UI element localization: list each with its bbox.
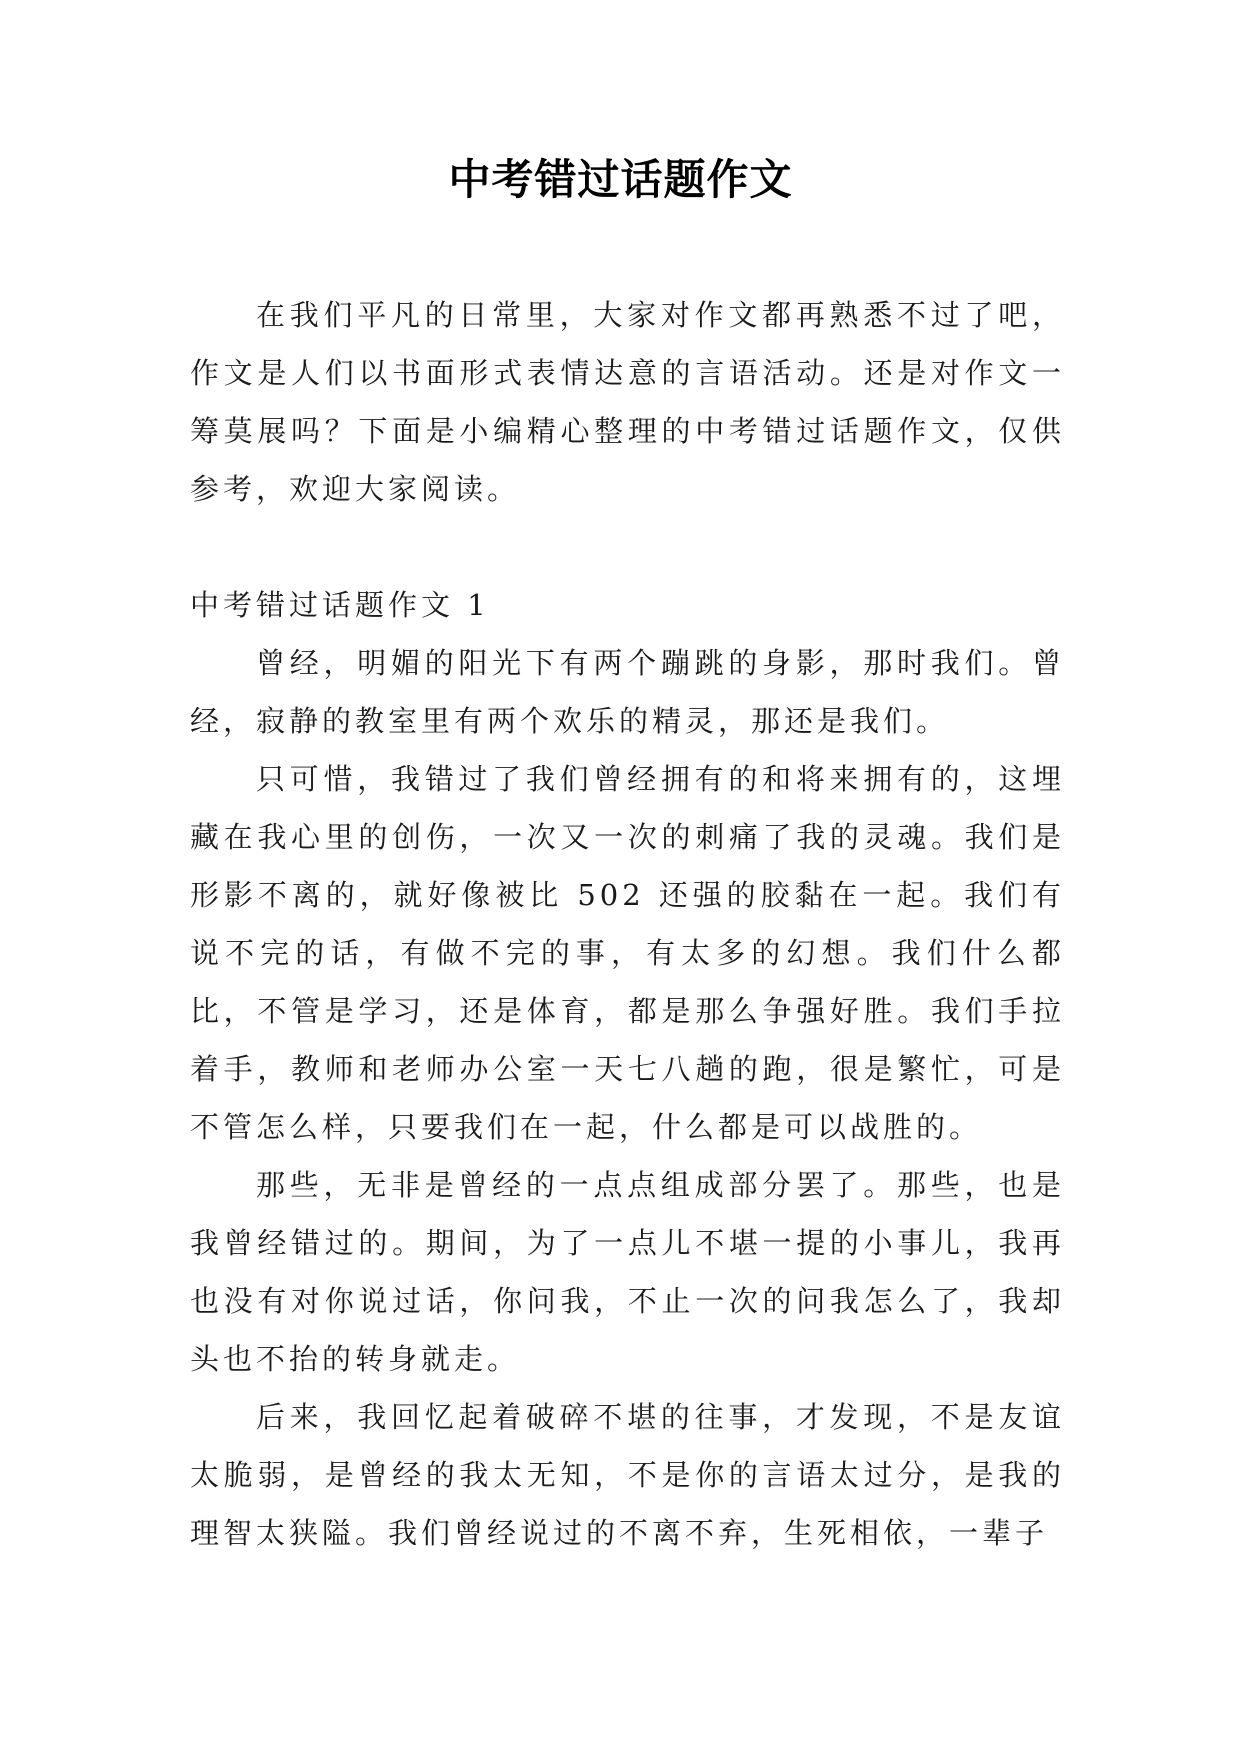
section-heading: 中考错过话题作文 1 — [190, 588, 490, 622]
document-body — [190, 286, 1065, 1562]
body-paragraph: 只可惜，我错过了我们曾经拥有的和将来拥有的，这埋藏在我心里的创伤，一次又一次的刺痛了我的灵魂。我们是形影不离的，就好像被比 502 还强的胶黏在一起。我们有说不完的话，有做不完的事，有太多的幻想。我们什么都比，不管是学习，还是体育，都是那么争强好胜。我们手拉着手，教师和老师办公室一天七八趟的跑，很是繁忙，可是不管怎么样，只要我们在一起，什么都是可以战胜的。 — [190, 762, 1065, 1144]
body-paragraph: 曾经，明媚的阳光下有两个蹦跳的身影，那时我们。曾经，寂静的教室里有两个欢乐的精灵，那还是我们。 — [190, 646, 1065, 738]
body-paragraph: 那些，无非是曾经的一点点组成部分罢了。那些，也是我曾经错过的。期间，为了一点儿不堪一提的小事儿，我再也没有对你说过话，你问我，不止一次的问我怎么了，我却头也不抬的转身就走。 — [190, 1168, 1065, 1376]
document-title: 中考错过话题作文 — [448, 155, 793, 204]
intro-paragraph: 在我们平凡的日常里，大家对作文都再熟悉不过了吧，作文是人们以书面形式表情达意的言语活动。还是对作文一筹莫展吗？下面是小编精心整理的中考错过话题作文，仅供参考，欢迎大家阅读。 — [190, 298, 1065, 506]
body-paragraph: 后来，我回忆起着破碎不堪的往事，才发现，不是友谊太脆弱，是曾经的我太无知，不是你的言语太过分，是我的理智太狭隘。我们曾经说过的不离不弃，生死相依，一辈子 — [190, 1400, 1065, 1550]
